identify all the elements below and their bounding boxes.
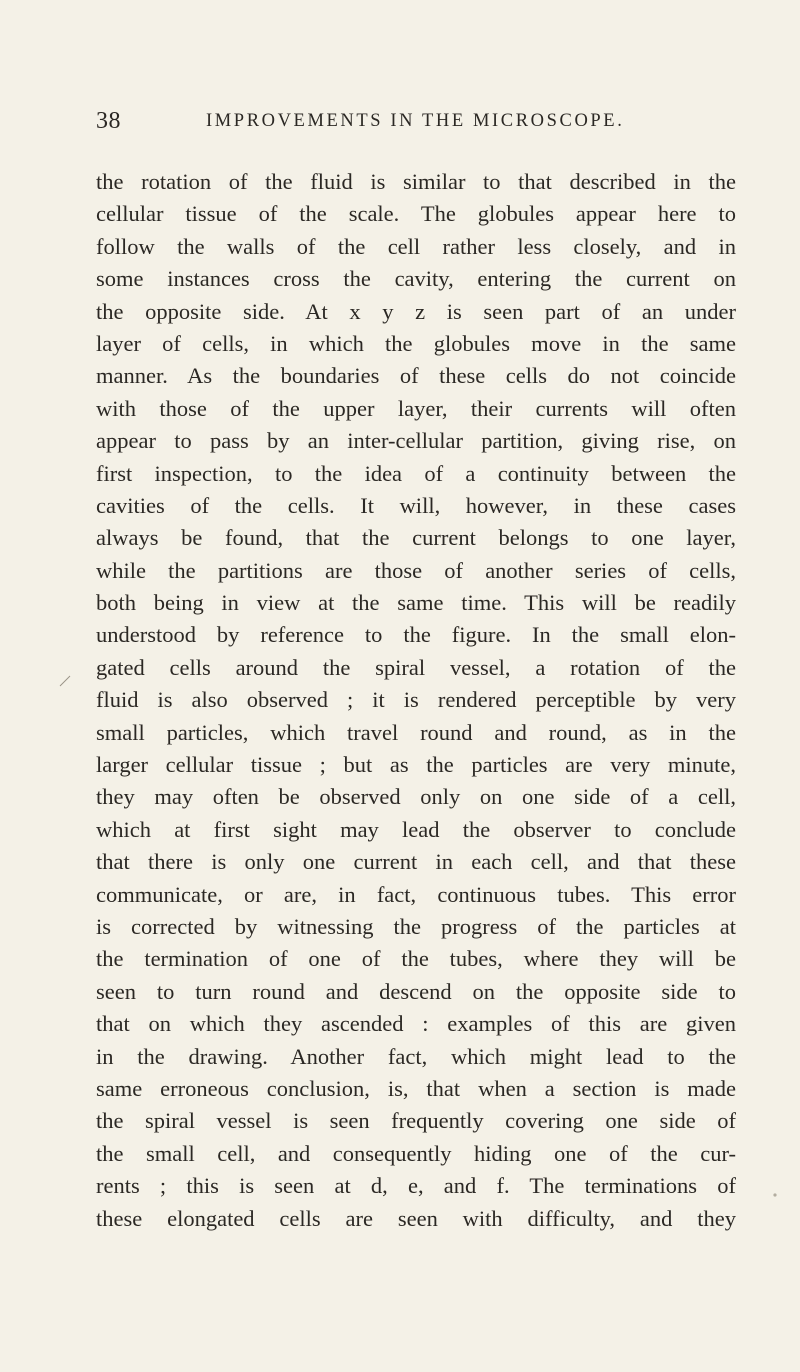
text-line: while the partitions are those of another series of cells, — [96, 557, 736, 583]
text-line: larger cellular tissue ; but as the particles are very minute, — [96, 752, 736, 778]
text-line: first inspection, to the idea of a continuity between the — [96, 460, 736, 486]
text-line: which at first sight may lead the observer to conclude — [96, 816, 736, 842]
text-line: always be found, that the current belongs to one layer, — [96, 525, 736, 551]
text-line: communicate, or are, in fact, continuous tubes. This error — [96, 881, 736, 907]
text-line: the opposite side. At x y z is seen part of an under — [96, 298, 736, 324]
text-line: small particles, which travel round and round, as in the — [96, 719, 736, 745]
text-line: these elongated cells are seen with difficulty, and they — [96, 1205, 736, 1231]
paper-blemish-mark — [56, 670, 76, 690]
body-text — [96, 166, 736, 1235]
text-line: seen to turn round and descend on the opposite side to — [96, 978, 736, 1004]
text-line: fluid is also observed ; it is rendered perceptible by very — [96, 687, 736, 713]
text-line: with those of the upper layer, their currents will often — [96, 395, 736, 421]
text-line: appear to pass by an inter-cellular partition, giving rise, on — [96, 428, 736, 454]
text-line: they may often be observed only on one side of a cell, — [96, 784, 736, 810]
text-line: in the drawing. Another fact, which might lead to the — [96, 1043, 736, 1069]
running-header — [96, 108, 736, 144]
text-line: manner. As the boundaries of these cells do not coincide — [96, 363, 736, 389]
text-line: the small cell, and consequently hiding one of the cur- — [96, 1140, 736, 1166]
text-line: the termination of one of the tubes, where they will be — [96, 946, 736, 972]
text-line: that there is only one current in each cell, and that these — [96, 849, 736, 875]
text-line: cavities of the cells. It will, however, in these cases — [96, 492, 736, 518]
text-line: gated cells around the spiral vessel, a rotation of the — [96, 654, 736, 680]
text-line: understood by reference to the figure. In the small elon- — [96, 622, 736, 648]
running-title: IMPROVEMENTS IN THE MICROSCOPE. — [206, 111, 625, 131]
text-line: that on which they ascended : examples of this are given — [96, 1011, 736, 1037]
page-number: 38 — [96, 108, 121, 134]
paper-speck-mark — [770, 1190, 780, 1200]
text-line: cellular tissue of the scale. The globules appear here to — [96, 201, 736, 227]
text-line: is corrected by witnessing the progress of the particles at — [96, 913, 736, 939]
text-line: layer of cells, in which the globules move in the same — [96, 330, 736, 356]
text-line: the spiral vessel is seen frequently covering one side of — [96, 1108, 736, 1134]
text-line: same erroneous conclusion, is, that when a section is made — [96, 1075, 736, 1101]
text-line: some instances cross the cavity, entering the current on — [96, 266, 736, 292]
text-line: both being in view at the same time. This will be readily — [96, 590, 736, 616]
text-line: the rotation of the fluid is similar to that described in the — [96, 169, 736, 194]
text-line: follow the walls of the cell rather less closely, and in — [96, 233, 736, 259]
text-line: rents ; this is seen at d, e, and f. The terminations of — [96, 1173, 736, 1199]
